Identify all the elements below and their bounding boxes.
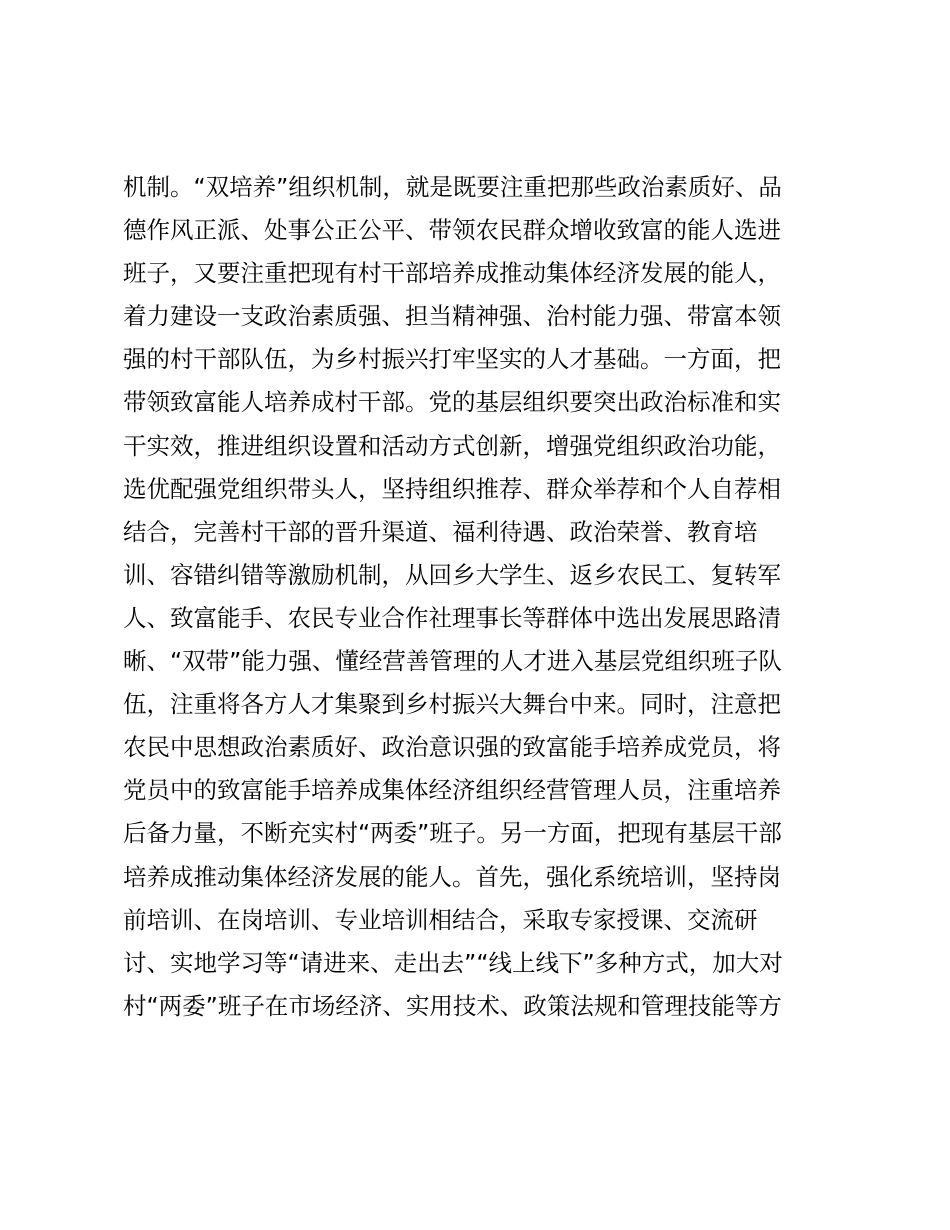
text-line: 后备力量，不断充实村“两委”班子。另一方面，把现有基层干部 [123,819,782,848]
text-line: 干实效，推进组织设置和活动方式创新，增强党组织政治功能， [123,431,781,460]
text-line: 训、容错纠错等激励机制，从回乡大学生、返乡农民工、复转军 [123,560,781,589]
text-line: 强的村干部队伍，为乡村振兴打牢坚实的人才基础。一方面，把 [123,345,781,374]
text-line: 带领致富能人培养成村干部。党的基层组织要突出政治标准和实 [123,388,781,417]
text-line: 人、致富能手、农民专业合作社理事长等群体中选出发展思路清 [123,603,781,632]
text-line: 德作风正派、处事公正公平、带领农民群众增收致富的能人选进 [123,216,781,245]
text-line: 讨、实地学习等“请进来、走出去”“线上线下”多种方式，加大对 [123,948,783,977]
text-line: 农民中思想政治素质好、政治意识强的致富能手培养成党员，将 [123,733,781,762]
text-line: 选优配强党组织带头人，坚持组织推荐、群众举荐和个人自荐相 [123,474,781,503]
text-line: 党员中的致富能手培养成集体经济组织经营管理人员，注重培养 [123,776,781,805]
body-paragraph [123,166,833,1028]
text-line: 培养成推动集体经济发展的能人。首先，强化系统培训，坚持岗 [123,862,781,891]
text-line: 结合，完善村干部的晋升渠道、福利待遇、政治荣誉、教育培 [123,517,758,546]
text-line: 村“两委”班子在市场经济、实用技术、政策法规和管理技能等方 [123,991,782,1020]
text-line: 机制。“双培养”组织机制，就是既要注重把那些政治素质好、品 [123,173,782,201]
text-line: 班子，又要注重把现有村干部培养成推动集体经济发展的能人， [123,259,781,288]
text-line: 前培训、在岗培训、专业培训相结合，采取专家授课、交流研 [123,905,758,934]
text-line: 伍，注重将各方人才集聚到乡村振兴大舞台中来。同时，注意把 [123,690,781,719]
text-line: 晰、“双带”能力强、懂经营善管理的人才进入基层党组织班子队 [123,647,782,676]
text-line: 着力建设一支政治素质强、担当精神强、治村能力强、带富本领 [123,302,781,331]
